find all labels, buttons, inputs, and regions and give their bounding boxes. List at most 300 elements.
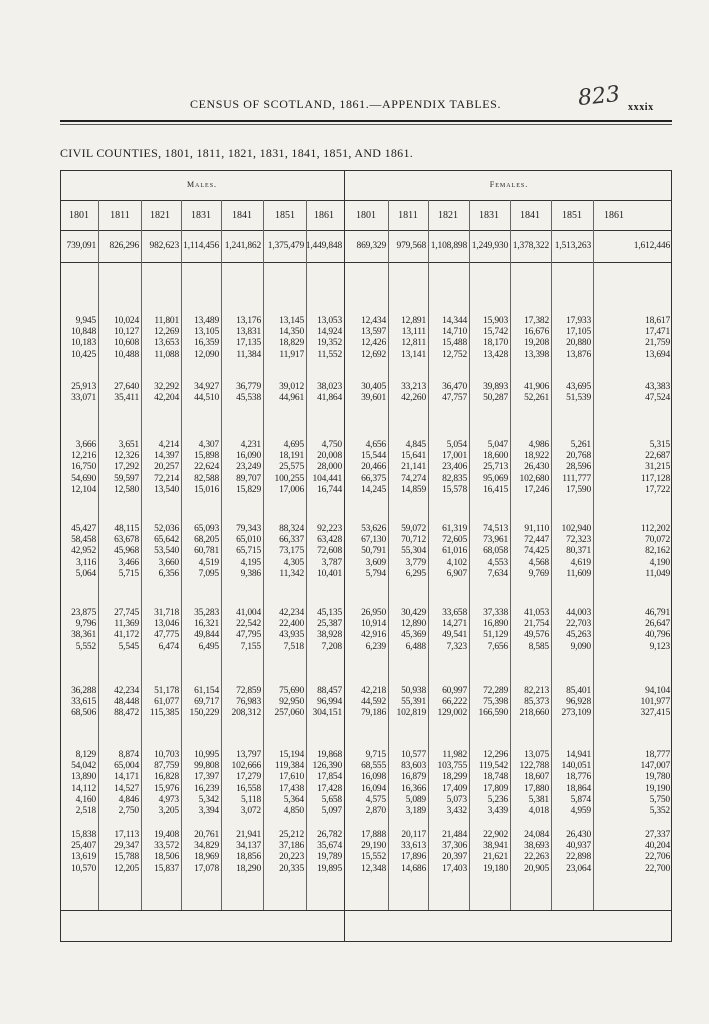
table-subtitle: CIVIL COUNTIES, 1801, 1811, 1821, 1831, 1841, 1851, AND 1861. — [60, 146, 414, 160]
table-cell: 38,023 — [317, 382, 342, 392]
table-cell: 2,750 — [118, 806, 139, 816]
table-cell: 49,541 — [442, 630, 467, 641]
table-cell: 16,366 — [401, 783, 426, 794]
table-cell: 17,279 — [236, 772, 261, 783]
table-cell: 36,288 — [71, 686, 96, 696]
table-cell: 26,950 — [361, 608, 386, 618]
table-cell: 4,214 — [158, 440, 179, 450]
table-cell: 38,941 — [483, 841, 508, 852]
table-cell: 40,204 — [645, 841, 670, 852]
table-cell: 15,544 — [361, 451, 386, 462]
table-cell: 13,176 — [236, 316, 261, 326]
table-cell: 82,213 — [524, 686, 549, 696]
table-cell: 89,707 — [236, 473, 261, 484]
table-cell: 44,003 — [566, 608, 591, 618]
table-cell: 14,271 — [442, 619, 467, 630]
bottom-rule — [60, 910, 672, 911]
table-cell: 17,809 — [483, 783, 508, 794]
table-cell: 5,236 — [487, 794, 508, 805]
table-cell: 23,249 — [236, 462, 261, 473]
table-cell: 18,969 — [194, 852, 219, 863]
table-cell: 150,229 — [189, 708, 219, 719]
table-cell: 20,117 — [401, 830, 426, 840]
table-cell: 36,779 — [236, 382, 261, 392]
table-cell: 87,759 — [154, 761, 179, 772]
table-cell: 20,335 — [279, 863, 304, 874]
table-cell: 10,570 — [71, 863, 96, 874]
table-cell: 14,941 — [566, 750, 591, 760]
table-cell: 3,189 — [405, 806, 426, 816]
table-cell: 16,415 — [483, 484, 508, 495]
year-header: 1821 — [150, 210, 170, 221]
table-cell: 29,190 — [361, 841, 386, 852]
table-cell: 19,408 — [154, 830, 179, 840]
table-cell: 22,400 — [279, 619, 304, 630]
table-cell: 52,036 — [154, 524, 179, 534]
table-cell: 25,913 — [71, 382, 96, 392]
table-cell: 18,922 — [524, 451, 549, 462]
table-cell: 65,093 — [194, 524, 219, 534]
table-cell: 19,780 — [645, 772, 670, 783]
table-cell: 9,090 — [570, 641, 591, 652]
table-cell: 3,660 — [158, 557, 179, 568]
table-cell: 55,391 — [401, 697, 426, 708]
table-cell: 5,364 — [283, 794, 304, 805]
table-cell: 55,304 — [401, 546, 426, 557]
table-cell: 14,686 — [401, 863, 426, 874]
table-cell: 26,430 — [524, 462, 549, 473]
table-cell: 41,004 — [236, 608, 261, 618]
year-header: 1821 — [438, 210, 458, 221]
table-cell: 5,047 — [487, 440, 508, 450]
table-cell: 12,104 — [71, 484, 96, 495]
table-cell: 8,585 — [528, 641, 549, 652]
table-cell: 38,361 — [71, 630, 96, 641]
table-cell: 4,160 — [75, 794, 96, 805]
table-cell: 92,223 — [317, 524, 342, 534]
table-cell: 91,110 — [524, 524, 549, 534]
table-cell: 45,135 — [317, 608, 342, 618]
table-cell: 6,907 — [446, 568, 467, 579]
year-header: 1811 — [110, 210, 130, 221]
table-cell: 100,255 — [274, 473, 304, 484]
table-cell: 4,195 — [240, 557, 261, 568]
table-cell: 17,610 — [279, 772, 304, 783]
table-cell: 16,744 — [317, 484, 342, 495]
table-cell: 43,383 — [645, 382, 670, 392]
table-cell: 12,090 — [194, 349, 219, 360]
table-cell: 36,470 — [442, 382, 467, 392]
table-cell: 5,552 — [75, 641, 96, 652]
table-cell: 37,338 — [483, 608, 508, 618]
table-cell: 10,183 — [71, 338, 96, 349]
year-header: 1831 — [191, 210, 211, 221]
table-cell: 61,319 — [442, 524, 467, 534]
table-cell: 20,768 — [566, 451, 591, 462]
table-cell: 102,680 — [519, 473, 549, 484]
table-cell: 11,609 — [566, 568, 591, 579]
table-cell: 65,715 — [236, 546, 261, 557]
table-cell: 14,112 — [71, 783, 96, 794]
table-cell: 3,432 — [446, 806, 467, 816]
table-cell: 17,382 — [524, 316, 549, 326]
table-cell: 17,292 — [114, 462, 139, 473]
table-cell: 13,797 — [236, 750, 261, 760]
table-cell: 15,742 — [483, 327, 508, 338]
table-cell: 5,073 — [446, 794, 467, 805]
table-cell: 5,750 — [649, 794, 670, 805]
table-cell: 18,170 — [483, 338, 508, 349]
table-cell: 82,835 — [442, 473, 467, 484]
table-cell: 18,864 — [566, 783, 591, 794]
table-cell: 15,837 — [154, 863, 179, 874]
table-cell: 3,651 — [118, 440, 139, 450]
table-cell: 23,064 — [566, 863, 591, 874]
table-cell: 85,373 — [524, 697, 549, 708]
table-cell: 6,495 — [198, 641, 219, 652]
table-cell: 16,321 — [194, 619, 219, 630]
table-cell: 18,829 — [279, 338, 304, 349]
table-cell: 140,051 — [561, 761, 591, 772]
table-cell: 15,976 — [154, 783, 179, 794]
table-cell: 76,983 — [236, 697, 261, 708]
table-cell: 5,381 — [528, 794, 549, 805]
table-cell: 5,315 — [649, 440, 670, 450]
table-cell: 88,457 — [317, 686, 342, 696]
table-cell: 65,004 — [114, 761, 139, 772]
table-cell: 33,613 — [401, 841, 426, 852]
table-cell: 9,386 — [240, 568, 261, 579]
table-cell: 65,010 — [236, 535, 261, 546]
table-cell: 4,846 — [118, 794, 139, 805]
table-cell: 27,337 — [645, 830, 670, 840]
table-cell: 19,868 — [317, 750, 342, 760]
table-cell: 5,874 — [570, 794, 591, 805]
table-cell: 74,425 — [524, 546, 549, 557]
table-cell: 20,257 — [154, 462, 179, 473]
table-cell: 4,553 — [487, 557, 508, 568]
table-cell: 11,369 — [114, 619, 139, 630]
table-cell: 85,401 — [566, 686, 591, 696]
table-cell: 5,064 — [75, 568, 96, 579]
table-cell: 122,788 — [519, 761, 549, 772]
table-cell: 33,572 — [154, 841, 179, 852]
table-cell: 42,260 — [401, 393, 426, 404]
table-cell: 51,178 — [154, 686, 179, 696]
table-cell: 3,609 — [365, 557, 386, 568]
table-cell: 96,994 — [317, 697, 342, 708]
table-cell: 22,624 — [194, 462, 219, 473]
table-cell: 5,794 — [365, 568, 386, 579]
table-cell: 60,781 — [194, 546, 219, 557]
table-cell: 11,552 — [317, 349, 342, 360]
table-cell: 15,838 — [71, 830, 96, 840]
table-cell: 30,405 — [361, 382, 386, 392]
table-cell: 20,905 — [524, 863, 549, 874]
table-cell: 3,779 — [405, 557, 426, 568]
table-cell: 34,927 — [194, 382, 219, 392]
table-cell: 12,692 — [361, 349, 386, 360]
table-cell: 27,640 — [114, 382, 139, 392]
table-cell: 82,588 — [194, 473, 219, 484]
table-cell: 88,324 — [279, 524, 304, 534]
table-cell: 25,575 — [279, 462, 304, 473]
table-cell: 16,828 — [154, 772, 179, 783]
table-cell: 34,137 — [236, 841, 261, 852]
table-cell: 72,447 — [524, 535, 549, 546]
table-cell: 12,269 — [154, 327, 179, 338]
table-cell: 12,891 — [401, 316, 426, 326]
table-cell: 25,387 — [317, 619, 342, 630]
table-cell: 10,577 — [401, 750, 426, 760]
table-cell: 69,717 — [194, 697, 219, 708]
table-cell: 22,542 — [236, 619, 261, 630]
table-cell: 14,171 — [114, 772, 139, 783]
table-cell: 13,145 — [279, 316, 304, 326]
table-cell: 10,703 — [154, 750, 179, 760]
table-cell: 117,128 — [640, 473, 670, 484]
table-cell: 6,295 — [405, 568, 426, 579]
table-cell: 18,856 — [236, 852, 261, 863]
table-cell: 273,109 — [561, 708, 591, 719]
table-cell: 66,337 — [279, 535, 304, 546]
table-cell: 4,307 — [198, 440, 219, 450]
table-cell: 14,397 — [154, 451, 179, 462]
totals-rule — [60, 262, 672, 263]
table-cell: 15,788 — [114, 852, 139, 863]
table-cell: 19,895 — [317, 863, 342, 874]
table-cell: 7,656 — [487, 641, 508, 652]
table-cell: 10,995 — [194, 750, 219, 760]
table-cell: 46,791 — [645, 608, 670, 618]
table-cell: 10,608 — [114, 338, 139, 349]
table-cell: 15,552 — [361, 852, 386, 863]
table-cell: 43,935 — [279, 630, 304, 641]
table-cell: 257,060 — [274, 708, 304, 719]
table-cell: 18,607 — [524, 772, 549, 783]
table-cell: 58,458 — [71, 535, 96, 546]
table-cell: 41,864 — [317, 393, 342, 404]
table-cell: 54,042 — [71, 761, 96, 772]
table-cell: 8,129 — [75, 750, 96, 760]
table-cell: 42,916 — [361, 630, 386, 641]
table-cell: 88,472 — [114, 708, 139, 719]
table-cell: 51,129 — [483, 630, 508, 641]
handwritten-page-number: 823 — [576, 81, 622, 112]
table-cell: 65,642 — [154, 535, 179, 546]
table-cell: 21,141 — [401, 462, 426, 473]
table-cell: 39,601 — [361, 393, 386, 404]
table-cell: 12,426 — [361, 338, 386, 349]
table-cell: 15,898 — [194, 451, 219, 462]
table-cell: 16,359 — [194, 338, 219, 349]
table-cell: 12,348 — [361, 863, 386, 874]
table-cell: 73,961 — [483, 535, 508, 546]
table-cell: 53,626 — [361, 524, 386, 534]
table-cell: 13,141 — [401, 349, 426, 360]
table-cell: 74,513 — [483, 524, 508, 534]
table-cell: 9,769 — [528, 568, 549, 579]
table-cell: 13,105 — [194, 327, 219, 338]
table-cell: 38,693 — [524, 841, 549, 852]
table-cell: 101,977 — [640, 697, 670, 708]
table-cell: 31,718 — [154, 608, 179, 618]
table-cell: 11,342 — [279, 568, 304, 579]
table-cell: 72,214 — [154, 473, 179, 484]
table-cell: 72,289 — [483, 686, 508, 696]
table-cell: 17,854 — [317, 772, 342, 783]
table-cell: 7,323 — [446, 641, 467, 652]
table-cell: 13,046 — [154, 619, 179, 630]
table-cell: 13,653 — [154, 338, 179, 349]
table-cell: 21,484 — [442, 830, 467, 840]
table-cell: 15,488 — [442, 338, 467, 349]
table-cell: 102,666 — [231, 761, 261, 772]
table-cell: 66,375 — [361, 473, 386, 484]
table-cell: 18,299 — [442, 772, 467, 783]
table-cell: 67,130 — [361, 535, 386, 546]
table-cell: 147,007 — [640, 761, 670, 772]
table-cell: 99,808 — [194, 761, 219, 772]
table-cell: 3,116 — [75, 557, 96, 568]
table-cell: 19,190 — [645, 783, 670, 794]
table-cell: 14,859 — [401, 484, 426, 495]
table-cell: 68,506 — [71, 708, 96, 719]
table-cell: 13,876 — [566, 349, 591, 360]
table-cell: 68,205 — [194, 535, 219, 546]
table-cell: 1,114,456 — [183, 241, 219, 251]
table-cell: 4,656 — [365, 440, 386, 450]
table-cell: 12,326 — [114, 451, 139, 462]
table-cell: 4,568 — [528, 557, 549, 568]
table-cell: 28,000 — [317, 462, 342, 473]
table-cell: 50,938 — [401, 686, 426, 696]
table-cell: 20,223 — [279, 852, 304, 863]
table-cell: 22,263 — [524, 852, 549, 863]
year-header: 1841 — [232, 210, 252, 221]
table-cell: 12,216 — [71, 451, 96, 462]
table-cell: 17,006 — [279, 484, 304, 495]
table-cell: 75,398 — [483, 697, 508, 708]
table-cell: 7,518 — [283, 641, 304, 652]
table-cell: 72,605 — [442, 535, 467, 546]
table-cell: 112,202 — [640, 524, 670, 534]
table-cell: 4,973 — [158, 794, 179, 805]
year-header: 1841 — [520, 210, 540, 221]
table-cell: 4,845 — [405, 440, 426, 450]
table-cell: 14,924 — [317, 327, 342, 338]
table-cell: 111,777 — [562, 473, 591, 484]
table-cell: 51,539 — [566, 393, 591, 404]
table-cell: 74,274 — [401, 473, 426, 484]
table-cell: 6,474 — [158, 641, 179, 652]
table-cell: 43,695 — [566, 382, 591, 392]
table-cell: 42,952 — [71, 546, 96, 557]
table-cell: 16,239 — [194, 783, 219, 794]
table-cell: 21,754 — [524, 619, 549, 630]
table-cell: 22,700 — [645, 863, 670, 874]
table-cell: 18,290 — [236, 863, 261, 874]
table-cell: 15,578 — [442, 484, 467, 495]
year-header: 1801 — [356, 210, 376, 221]
table-cell: 37,306 — [442, 841, 467, 852]
table-cell: 17,590 — [566, 484, 591, 495]
table-cell: 15,641 — [401, 451, 426, 462]
table-cell: 11,088 — [154, 349, 179, 360]
table-cell: 126,390 — [312, 761, 342, 772]
table-cell: 4,575 — [365, 794, 386, 805]
table-cell: 11,917 — [279, 349, 304, 360]
table-cell: 12,205 — [114, 863, 139, 874]
table-cell: 20,466 — [361, 462, 386, 473]
table-cell: 11,049 — [645, 568, 670, 579]
table-cell: 10,425 — [71, 349, 96, 360]
table-cell: 5,658 — [321, 794, 342, 805]
table-cell: 104,441 — [312, 473, 342, 484]
table-cell: 4,018 — [528, 806, 549, 816]
table-cell: 22,703 — [566, 619, 591, 630]
table-cell: 13,890 — [71, 772, 96, 783]
year-header: 1801 — [69, 210, 89, 221]
table-cell: 22,902 — [483, 830, 508, 840]
table-cell: 15,903 — [483, 316, 508, 326]
table-cell: 18,748 — [483, 772, 508, 783]
page-number: xxxix — [628, 102, 654, 113]
table-cell: 13,489 — [194, 316, 219, 326]
table-cell: 61,077 — [154, 697, 179, 708]
table-cell: 39,012 — [279, 382, 304, 392]
table-cell: 70,712 — [401, 535, 426, 546]
table-cell: 17,888 — [361, 830, 386, 840]
table-cell: 1,612,446 — [633, 241, 670, 251]
table-cell: 35,411 — [114, 393, 139, 404]
table-cell: 3,439 — [487, 806, 508, 816]
table-cell: 41,053 — [524, 608, 549, 618]
table-cell: 1,449,848 — [305, 241, 342, 251]
table-cell: 5,089 — [405, 794, 426, 805]
table-cell: 5,715 — [118, 568, 139, 579]
table-cell: 21,759 — [645, 338, 670, 349]
table-cell: 17,722 — [645, 484, 670, 495]
table-cell: 1,513,263 — [554, 241, 591, 251]
table-cell: 13,428 — [483, 349, 508, 360]
table-cell: 15,016 — [194, 484, 219, 495]
table-cell: 9,123 — [649, 641, 670, 652]
table-cell: 17,896 — [401, 852, 426, 863]
table-cell: 38,928 — [317, 630, 342, 641]
table-cell: 49,844 — [194, 630, 219, 641]
table-cell: 12,752 — [442, 349, 467, 360]
table-cell: 13,694 — [645, 349, 670, 360]
table-cell: 63,678 — [114, 535, 139, 546]
table-cell: 33,213 — [401, 382, 426, 392]
table-cell: 9,715 — [365, 750, 386, 760]
header-rule-thin — [60, 124, 672, 125]
table-cell: 4,750 — [321, 440, 342, 450]
table-cell: 6,488 — [405, 641, 426, 652]
table-cell: 61,016 — [442, 546, 467, 557]
table-cell: 18,617 — [645, 316, 670, 326]
table-cell: 102,819 — [396, 708, 426, 719]
table-cell: 42,234 — [114, 686, 139, 696]
table-cell: 70,072 — [645, 535, 670, 546]
table-cell: 47,524 — [645, 393, 670, 404]
table-cell: 41,906 — [524, 382, 549, 392]
table-cell: 59,072 — [401, 524, 426, 534]
table-cell: 17,397 — [194, 772, 219, 783]
table-cell: 826,296 — [109, 241, 139, 251]
table-cell: 26,647 — [645, 619, 670, 630]
